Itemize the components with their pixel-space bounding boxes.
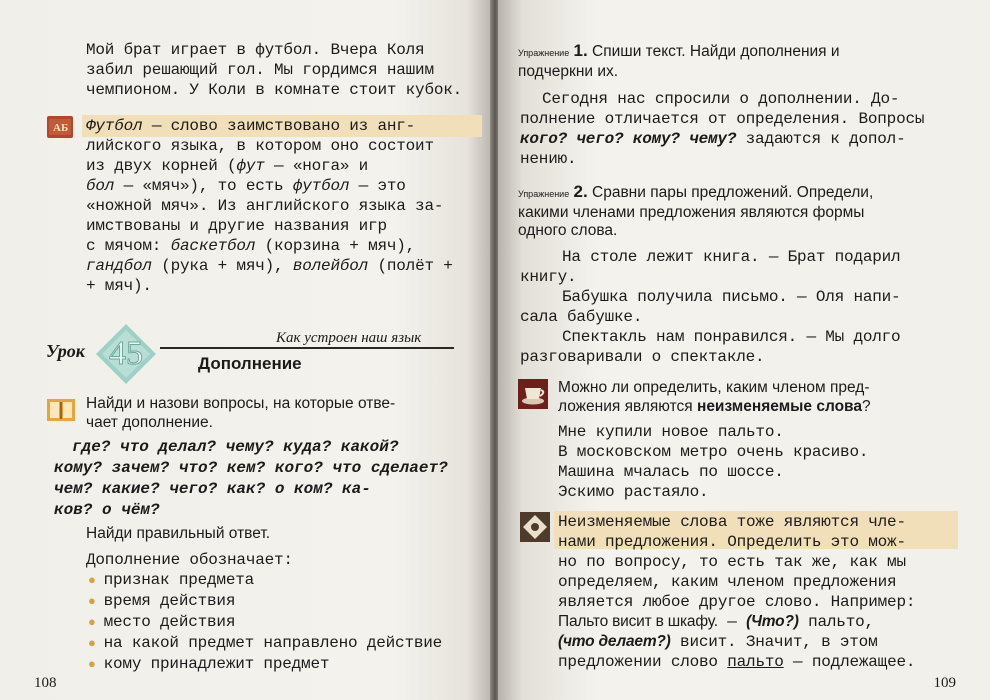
note-text: + мяч). [86, 277, 152, 295]
bullet-icon: ● [88, 594, 96, 609]
option-text: место действия [103, 613, 236, 631]
task-line: чает дополнение. [86, 413, 213, 431]
task-find-questions [86, 395, 395, 432]
underlined-word: пальто [727, 653, 784, 671]
exercise-2 [518, 183, 873, 241]
svg-text:АБ: АБ [53, 122, 69, 134]
note-text: с мячом: [86, 237, 171, 255]
rule-text-part: пальто, [798, 613, 874, 631]
lesson-title: Дополнение [198, 354, 302, 373]
exercise-instruction: какими членами предложения являются формы [518, 203, 865, 221]
example-line: Эскимо растаяло. [558, 483, 709, 501]
rule-line: Неизменяемые слова тоже являются чле- [558, 513, 906, 531]
question-line: чем? какие? чего? как? о ком? ка- [54, 480, 371, 498]
option-text: кому принадлежит предмет [103, 655, 330, 673]
lesson-rule [160, 347, 454, 349]
rule-text-part: висит. Значит, в этом [670, 633, 878, 651]
exercise-text-line: нению. [520, 150, 577, 168]
note-term: фут [236, 157, 265, 175]
note-term: гандбол [86, 257, 152, 275]
intro-line: чемпионом. У Коли в комнате стоит кубок. [86, 81, 463, 99]
bullet-icon: ● [88, 615, 96, 630]
question-line: кому? зачем? что? кем? кого? что сделает? [54, 459, 448, 477]
rule-line: определяем, каким членом предложения [558, 573, 897, 591]
option-text: признак предмета [103, 571, 255, 589]
answer-options [88, 570, 442, 675]
bullet-icon: ● [88, 657, 96, 672]
task-line: Найди и назови вопросы, на которые отве- [86, 395, 396, 412]
pair-line: сала бабушке. [520, 308, 643, 326]
pair-line: Спектакль нам понравился. — Мы долго [562, 328, 901, 346]
note-text: — слово заимствовано из анг- [142, 117, 416, 135]
rule-line: нами предложения. Определить это мож- [558, 533, 906, 551]
note-text: — это [349, 177, 406, 195]
rule-line: но по вопросу, то есть так же, как мы [558, 553, 906, 571]
question-word: (Что?) [746, 613, 799, 630]
intro-line: забил решающий гол. Мы гордимся нашим [86, 61, 434, 79]
note-text: — «мяч»), то есть [114, 177, 293, 195]
examples-list [558, 422, 868, 502]
question-text: ложения являются [558, 397, 697, 415]
exercise-2-pairs [520, 247, 900, 367]
rule-text-part: — подлежащее. [783, 653, 916, 671]
note-text: (рука + мяч), [151, 257, 293, 275]
question-words: кого? чего? кому? чему? [520, 130, 737, 148]
option-text: время действия [103, 592, 236, 610]
exercise-instruction: одного слова. [518, 222, 618, 239]
question-text: Можно ли определить, каким членом пред- [558, 379, 870, 396]
page-number-right: 109 [933, 675, 956, 691]
teacup-icon [518, 379, 548, 409]
rule-text-part: — [717, 613, 747, 631]
exercise-text: задаются к допол- [736, 130, 906, 148]
example-line: Машина мчалась по шоссе. [558, 463, 784, 481]
lesson-number: 45 [109, 335, 143, 372]
exercise-instruction: Спиши текст. Найди дополнения и [587, 43, 840, 60]
option-item[interactable] [88, 633, 442, 654]
example-sentence: Пальто висит в шкафу. [558, 613, 718, 630]
rule-line: является любое другое слово. Например: [558, 593, 916, 611]
exercise-tag: Упражнение [518, 189, 570, 199]
option-text: на какой предмет направлено действие [103, 634, 443, 652]
lesson-label: Урок [46, 341, 85, 361]
note-term: бол [86, 177, 115, 195]
definition-lead: Дополнение обозначает: [86, 551, 293, 569]
rule-diamond-icon [520, 512, 550, 542]
bullet-icon: ● [88, 573, 96, 588]
option-item[interactable] [88, 612, 442, 633]
note-term: волейбол [292, 257, 369, 275]
exercise-instruction: подчеркни их. [518, 62, 619, 80]
intro-line: Мой брат играет в футбол. Вчера Коля [86, 41, 425, 59]
exercise-number: 2. [573, 182, 588, 201]
rule-text-part: предложении слово [558, 653, 728, 671]
pair-line: книгу. [520, 268, 577, 286]
note-term: Футбол [86, 117, 143, 135]
section-title: Как устроен наш язык [276, 330, 422, 346]
note-term: футбол [292, 177, 350, 195]
exercise-tag: Упражнение [518, 48, 570, 58]
option-item[interactable] [88, 591, 442, 612]
pair-line: разговаривали о спектакле. [520, 348, 765, 366]
option-item[interactable] [88, 654, 442, 675]
lesson-badge [94, 322, 158, 386]
example-line: Мне купили новое пальто. [558, 423, 784, 441]
pair-line: Бабушка получила письмо. — Оля напи- [562, 288, 901, 306]
football-note [86, 116, 482, 296]
question-text: ? [862, 397, 871, 415]
key-term: неизменяемые слова [696, 397, 862, 415]
exercise-text-line: Сегодня нас спросили о дополнении. До- [542, 90, 900, 108]
question-list [54, 437, 448, 521]
left-page [0, 0, 492, 700]
exercise-1 [518, 42, 840, 81]
note-text: (корзина + мяч), [255, 237, 416, 255]
question-word: (что делает?) [558, 633, 671, 650]
exercise-1-text [520, 89, 924, 169]
note-text: лийского языка, в котором оно состоит [86, 137, 434, 155]
task-find-answer: Найди правильный ответ. [86, 525, 271, 542]
rule-text [558, 512, 915, 672]
question-block [558, 379, 871, 416]
exercise-instruction: Сравни пары предложений. Определи, [587, 184, 874, 201]
note-text: имствованы и другие названия игр [86, 217, 387, 235]
intro-paragraph [86, 40, 462, 100]
open-book-icon [46, 397, 76, 423]
page-number-left: 108 [34, 675, 57, 691]
question-line: ков? о чём? [54, 501, 160, 519]
note-text: «ножной мяч». Из английского языка за- [86, 197, 444, 215]
option-item[interactable] [88, 570, 442, 591]
bullet-icon: ● [88, 636, 96, 651]
exercise-number: 1. [573, 41, 588, 60]
dictionary-icon [47, 116, 73, 138]
example-line: В московском метро очень красиво. [558, 443, 869, 461]
note-text: (полёт + [368, 257, 453, 275]
exercise-text-line: полнение отличается от определения. Вопросы [520, 110, 925, 128]
pair-line: На столе лежит книга. — Брат подарил [562, 248, 901, 266]
question-line: где? что делал? чему? куда? какой? [72, 438, 399, 456]
note-term: баскетбол [170, 237, 256, 255]
note-text: — «нога» и [264, 157, 369, 175]
right-page [498, 0, 990, 700]
note-text: из двух корней ( [86, 157, 237, 175]
